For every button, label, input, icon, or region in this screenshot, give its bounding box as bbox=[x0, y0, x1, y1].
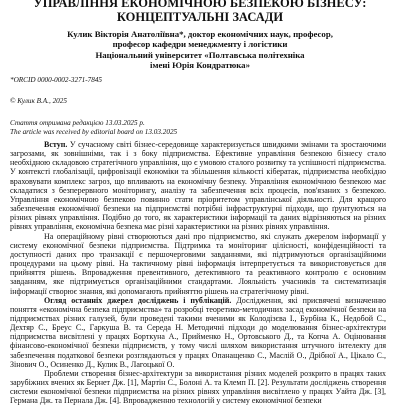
paragraph-text: У сучасному світі бізнес-середовище характеризується швидкими змінами та зростаючими загрозами, як зовнішніми, так і з боку підприємства. Ефективне управління безпекою бізнесу стало необхідною складовою стратегічного управління, що є умовою сталого розвитку та успішності підприємства. У контексті глобалізації, цифровізації економіки та збільшення кількості кібератак, підприємства необхідно враховувати комплекс загроз, що впливають на економічну безпеку. Управління економічною безпекою має складатися з безперервного моніторингу, аналізу та забезпечення всіх процесів, пов'язаних з безпекою. Управління економічною безпекою повинно стати пріоритетом управлінської діяльності. Для кращого забезпечення економічної безпеки на підприємстві потрібні інфраструктурні підходи, що ґрунтуються на різних рівнях управління. Подібно до того, як характеристики інформації та даних відрізняються на різних рівнях управління, економічна безпека має різні характеристики на різних рівнях управління. bbox=[10, 140, 386, 232]
received-notice bbox=[10, 119, 177, 136]
author-position-line: професор кафедри менеджменту і логістики bbox=[112, 39, 288, 50]
section-heading-introduction: Вступ. bbox=[44, 140, 68, 149]
paragraph: На операційному рівні створюються дані про підприємство, які служать джерелом інформації у систему економічної безпеки підприємства. Підтримка та моніторинг цілісності, конфіденційності та доступності даних про транзакції є першочерговими завданнями, які підтримуються організаційними процедурами на цьому рівні. На тактичному рівні інформація інтерпретується та використовується для прийняття рішень. Впровадження превентивного, детективного та реактивного контролю є основним завданням, яке підтримується організаційними стандартами. Лояльність учасників та систематизація інформації створює знання, які допомагають прийняттю рішень на стратегічному рівні. bbox=[10, 231, 386, 296]
orcid: *ORCID 0000-0002-3271-7845 bbox=[10, 76, 103, 84]
paragraph-introduction bbox=[10, 140, 386, 232]
title-line: КОНЦЕПТУАЛЬНІ ЗАСАДИ bbox=[116, 10, 284, 24]
paragraph: Проблеми створення бізнес-архітектури за використання різних моделей розкрито в працях таких зарубіжних вчених як Бернет Дж. [1], Мартін С., Болоні А. та Клемп П. [2]. Результати досліджень створення системи економічної безпеки підприємства на різних рівнях управління висвітлено у працях Уайта Дж. [3], Германа Дж. та Пернала Дж. [4]. Впровадженню технологій у систему економічної безпеки bbox=[10, 368, 386, 406]
article-body bbox=[10, 140, 386, 406]
author-name-line: Кулик Вікторія Анатоліївна*, доктор економічних наук, професор, bbox=[67, 29, 333, 39]
author-affiliation-line: імені Юрія Кондратюка» bbox=[150, 60, 250, 71]
author-block bbox=[0, 29, 400, 71]
received-uk: Стаття отримана редакцією 13.03.2025 р. bbox=[10, 119, 145, 127]
paragraph-text: Дослідження, які присвячені визначенню поняття «економічна безпека підприємства» та розробці теоретико-методичних засад економічної безпеки на підприємствах різних галузей, були проведені такими вченими як Колодізєва І., Бурбіна К., Недобой С., Дехтяр С., Бреус С., Гаркуша В. та Середа Н. Методичні підходи до моделювання бізнес-архітектури підприємства висвітлені у працях Борткуна А., Прийменко Н., Ортовського Д., та Копча А. Оцінювання фінансово-економічної безпеки підприємств, у тому числі шляхом використання штучного інтелекту для забезпечення податкової безпеки розглядаються у працях Опанащенко С., Маслій О., Дрібної А., Цікало С., Зінович О., Осиненко Д., Кулик В., Лагоцької О. bbox=[10, 295, 386, 369]
paper-title bbox=[0, 0, 400, 24]
paragraph-literature-review bbox=[10, 296, 386, 369]
title-line: УПРАВЛІННЯ ЕКОНОМІЧНОЮ БЕЗПЕКОЮ БІЗНЕСУ: bbox=[33, 0, 367, 10]
received-en: The article was received by editorial board on 13.03.2025 bbox=[10, 127, 178, 136]
copyright: © Кулик В.А., 2025 bbox=[10, 97, 67, 105]
author-affiliation-line: Національний університет «Полтавська політехніка bbox=[95, 49, 305, 60]
section-heading-literature-review: Огляд останніх джерел досліджень і публікацій. bbox=[44, 295, 232, 305]
